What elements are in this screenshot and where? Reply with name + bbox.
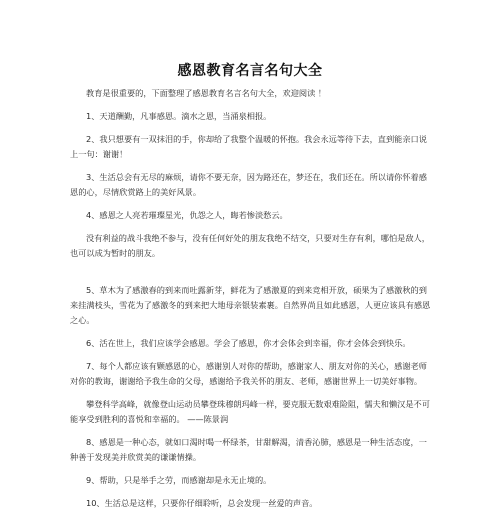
article-body <box>70 86 432 519</box>
paragraph-10: 10、生活总是这样，只要你仔细聆听，总会发现一丝爱的声音。 <box>86 498 318 508</box>
paragraph-1: 1、天道酬勤，凡事感恩。滴水之恩，当涌泉相报。 <box>86 111 272 121</box>
paragraph-7: 7、每个人都应该有颗感恩的心，感谢别人对你的帮助，感谢家人、朋友对你的关心，感谢老师对你的教诲，谢谢给予我生命的父母，感谢给予我关怀的朋友、老师，感谢世界上一切美好事物。 <box>70 361 427 386</box>
paragraph-9: 9、帮助，只是举手之劳，而感谢却是永无止境的。 <box>86 475 272 485</box>
paragraph-interlude-2: 攀登科学高峰，就像登山运动员攀登珠穆朗玛峰一样，要克服无数艰难险阻，懦夫和懒汉是不可能享受到胜利的喜悦和幸福的。 ——陈景润 <box>70 399 430 424</box>
paragraph-intro: 教育是很重要的，下面整理了感恩教育名言名句大全，欢迎阅读 ！ <box>86 88 327 98</box>
page-title: 感恩教育名言名句大全 <box>177 63 323 79</box>
paragraph-interlude-1: 没有利益的战斗我绝不参与，没有任何好处的朋友我绝不结交，只要对生存有利，哪怕是敌人，也可以成为暂时的朋友。 <box>70 233 430 258</box>
paragraph-2: 2、我只想要有一双抹泪的手，你却给了我整个温暖的怀抱。我会永远等待下去，直到能亲口说上一句：谢谢！ <box>70 134 427 159</box>
paragraph-4: 4、感恩之人亮若璀璨星光，仇怨之人，晦若惨淡愁云。 <box>86 210 288 220</box>
paragraph-5: 5、草木为了感激春的到来而吐露新芽，鲜花为了感激夏的到来竞相开放，硕果为了感激秋的到来挂满枝头，雪花为了感激冬的到来把大地母亲银装素裹。自然界尚且如此感恩，人更应该具有感恩之心。 <box>70 285 431 325</box>
paragraph-3: 3、生活总会有无尽的麻烦，请你不要无奈，因为路还在，梦还在，我们还在。所以请你怀着感恩的心，尽情欣赏路上的美好风景。 <box>70 172 427 197</box>
paragraph-8: 8、感恩是一种心态，就如口渴时喝一杯绿茶，甘甜解渴，清香沁肺，感恩是一种生活态度，一种善于发现美并欣赏美的谦谦情操。 <box>70 437 427 462</box>
paragraph-6: 6、活在世上，我们应该学会感恩。学会了感恩，你才会体会到幸福，你才会体会到快乐。 <box>86 338 411 348</box>
